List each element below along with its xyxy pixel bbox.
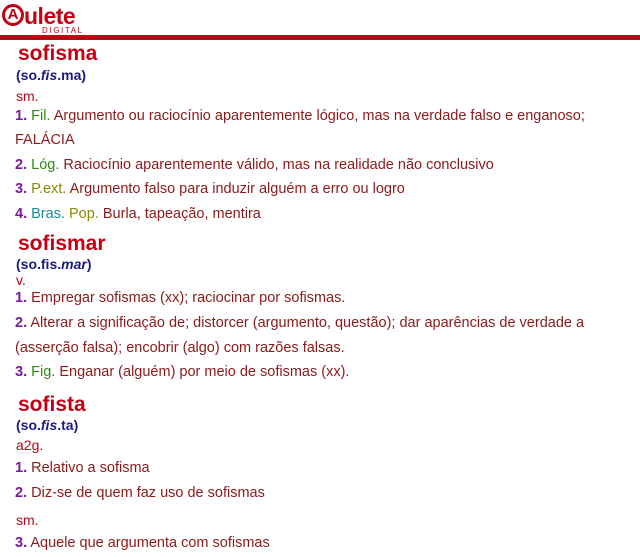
definition xyxy=(15,157,494,173)
word-class: v. xyxy=(16,272,26,288)
usage-label[interactable]: Fig. xyxy=(31,364,56,380)
logo-text: ulete xyxy=(24,3,76,29)
definition xyxy=(15,535,270,551)
site-header xyxy=(0,0,640,42)
usage-label[interactable]: Lóg. xyxy=(31,157,60,173)
usage-label[interactable]: Fil. xyxy=(31,108,51,124)
definition-continuation: FALÁCIA xyxy=(15,132,75,148)
definition-number: 3. xyxy=(15,364,28,380)
definition-text: Alterar a significação de; distorcer (argumento, questão); dar aparências de verdade a xyxy=(30,315,585,331)
definition-text: Burla, tapeação, mentira xyxy=(102,206,261,222)
word-class: sm. xyxy=(16,88,39,104)
definition xyxy=(15,364,349,380)
definition-text: Empregar sofismas (xx); raciocinar por sofismas. xyxy=(31,290,346,306)
entry-headword: sofismar xyxy=(18,232,106,255)
definition-number: 4. xyxy=(15,206,28,222)
definition xyxy=(15,290,345,306)
definition-number: 2. xyxy=(15,315,28,331)
definition xyxy=(15,460,150,476)
definition-number: 1. xyxy=(15,460,28,476)
definition-number: 2. xyxy=(15,157,28,173)
definition-text: Argumento falso para induzir alguém a erro ou logro xyxy=(69,181,405,197)
definition-number: 3. xyxy=(15,181,28,197)
definition-text: Relativo a sofisma xyxy=(31,460,150,476)
definition xyxy=(15,206,261,222)
word-class: a2g. xyxy=(16,437,44,453)
definition xyxy=(15,315,584,331)
entry-headword: sofisma xyxy=(18,42,98,65)
definition-number: 2. xyxy=(15,485,28,501)
definition-number: 1. xyxy=(15,290,28,306)
entry-pronunciation: (so.fis.ta) xyxy=(16,417,79,433)
definition-text: Diz-se de quem faz uso de sofismas xyxy=(31,485,265,501)
definition-continuation: (asserção falsa); encobrir (algo) com razões falsas. xyxy=(15,340,345,356)
word-class: sm. xyxy=(16,512,39,528)
definition xyxy=(15,485,265,501)
usage-label[interactable]: Pop. xyxy=(69,206,99,222)
logo-letter: A xyxy=(7,6,19,23)
definition xyxy=(15,181,405,197)
usage-label[interactable]: P.ext. xyxy=(31,181,67,197)
definition-number: 1. xyxy=(15,108,28,124)
definition-text: Argumento ou raciocínio aparentemente lógico, mas na verdade falso e enganoso; xyxy=(53,108,585,124)
usage-label[interactable]: Bras. xyxy=(31,206,65,222)
definition-text: Raciocínio aparentemente válido, mas na realidade não conclusivo xyxy=(63,157,494,173)
entry-headword: sofista xyxy=(18,393,86,416)
definition-text: Aquele que argumenta com sofismas xyxy=(30,535,270,551)
entry-pronunciation: (so.fis.ma) xyxy=(16,67,87,83)
header-divider xyxy=(0,35,640,40)
definition xyxy=(15,108,585,124)
definition-number: 3. xyxy=(15,535,28,551)
logo-subtitle: DIGITAL xyxy=(42,26,84,35)
definition-text: Enganar (alguém) por meio de sofismas (xx). xyxy=(59,364,350,380)
entry-pronunciation: (so.fis.mar) xyxy=(16,256,92,272)
